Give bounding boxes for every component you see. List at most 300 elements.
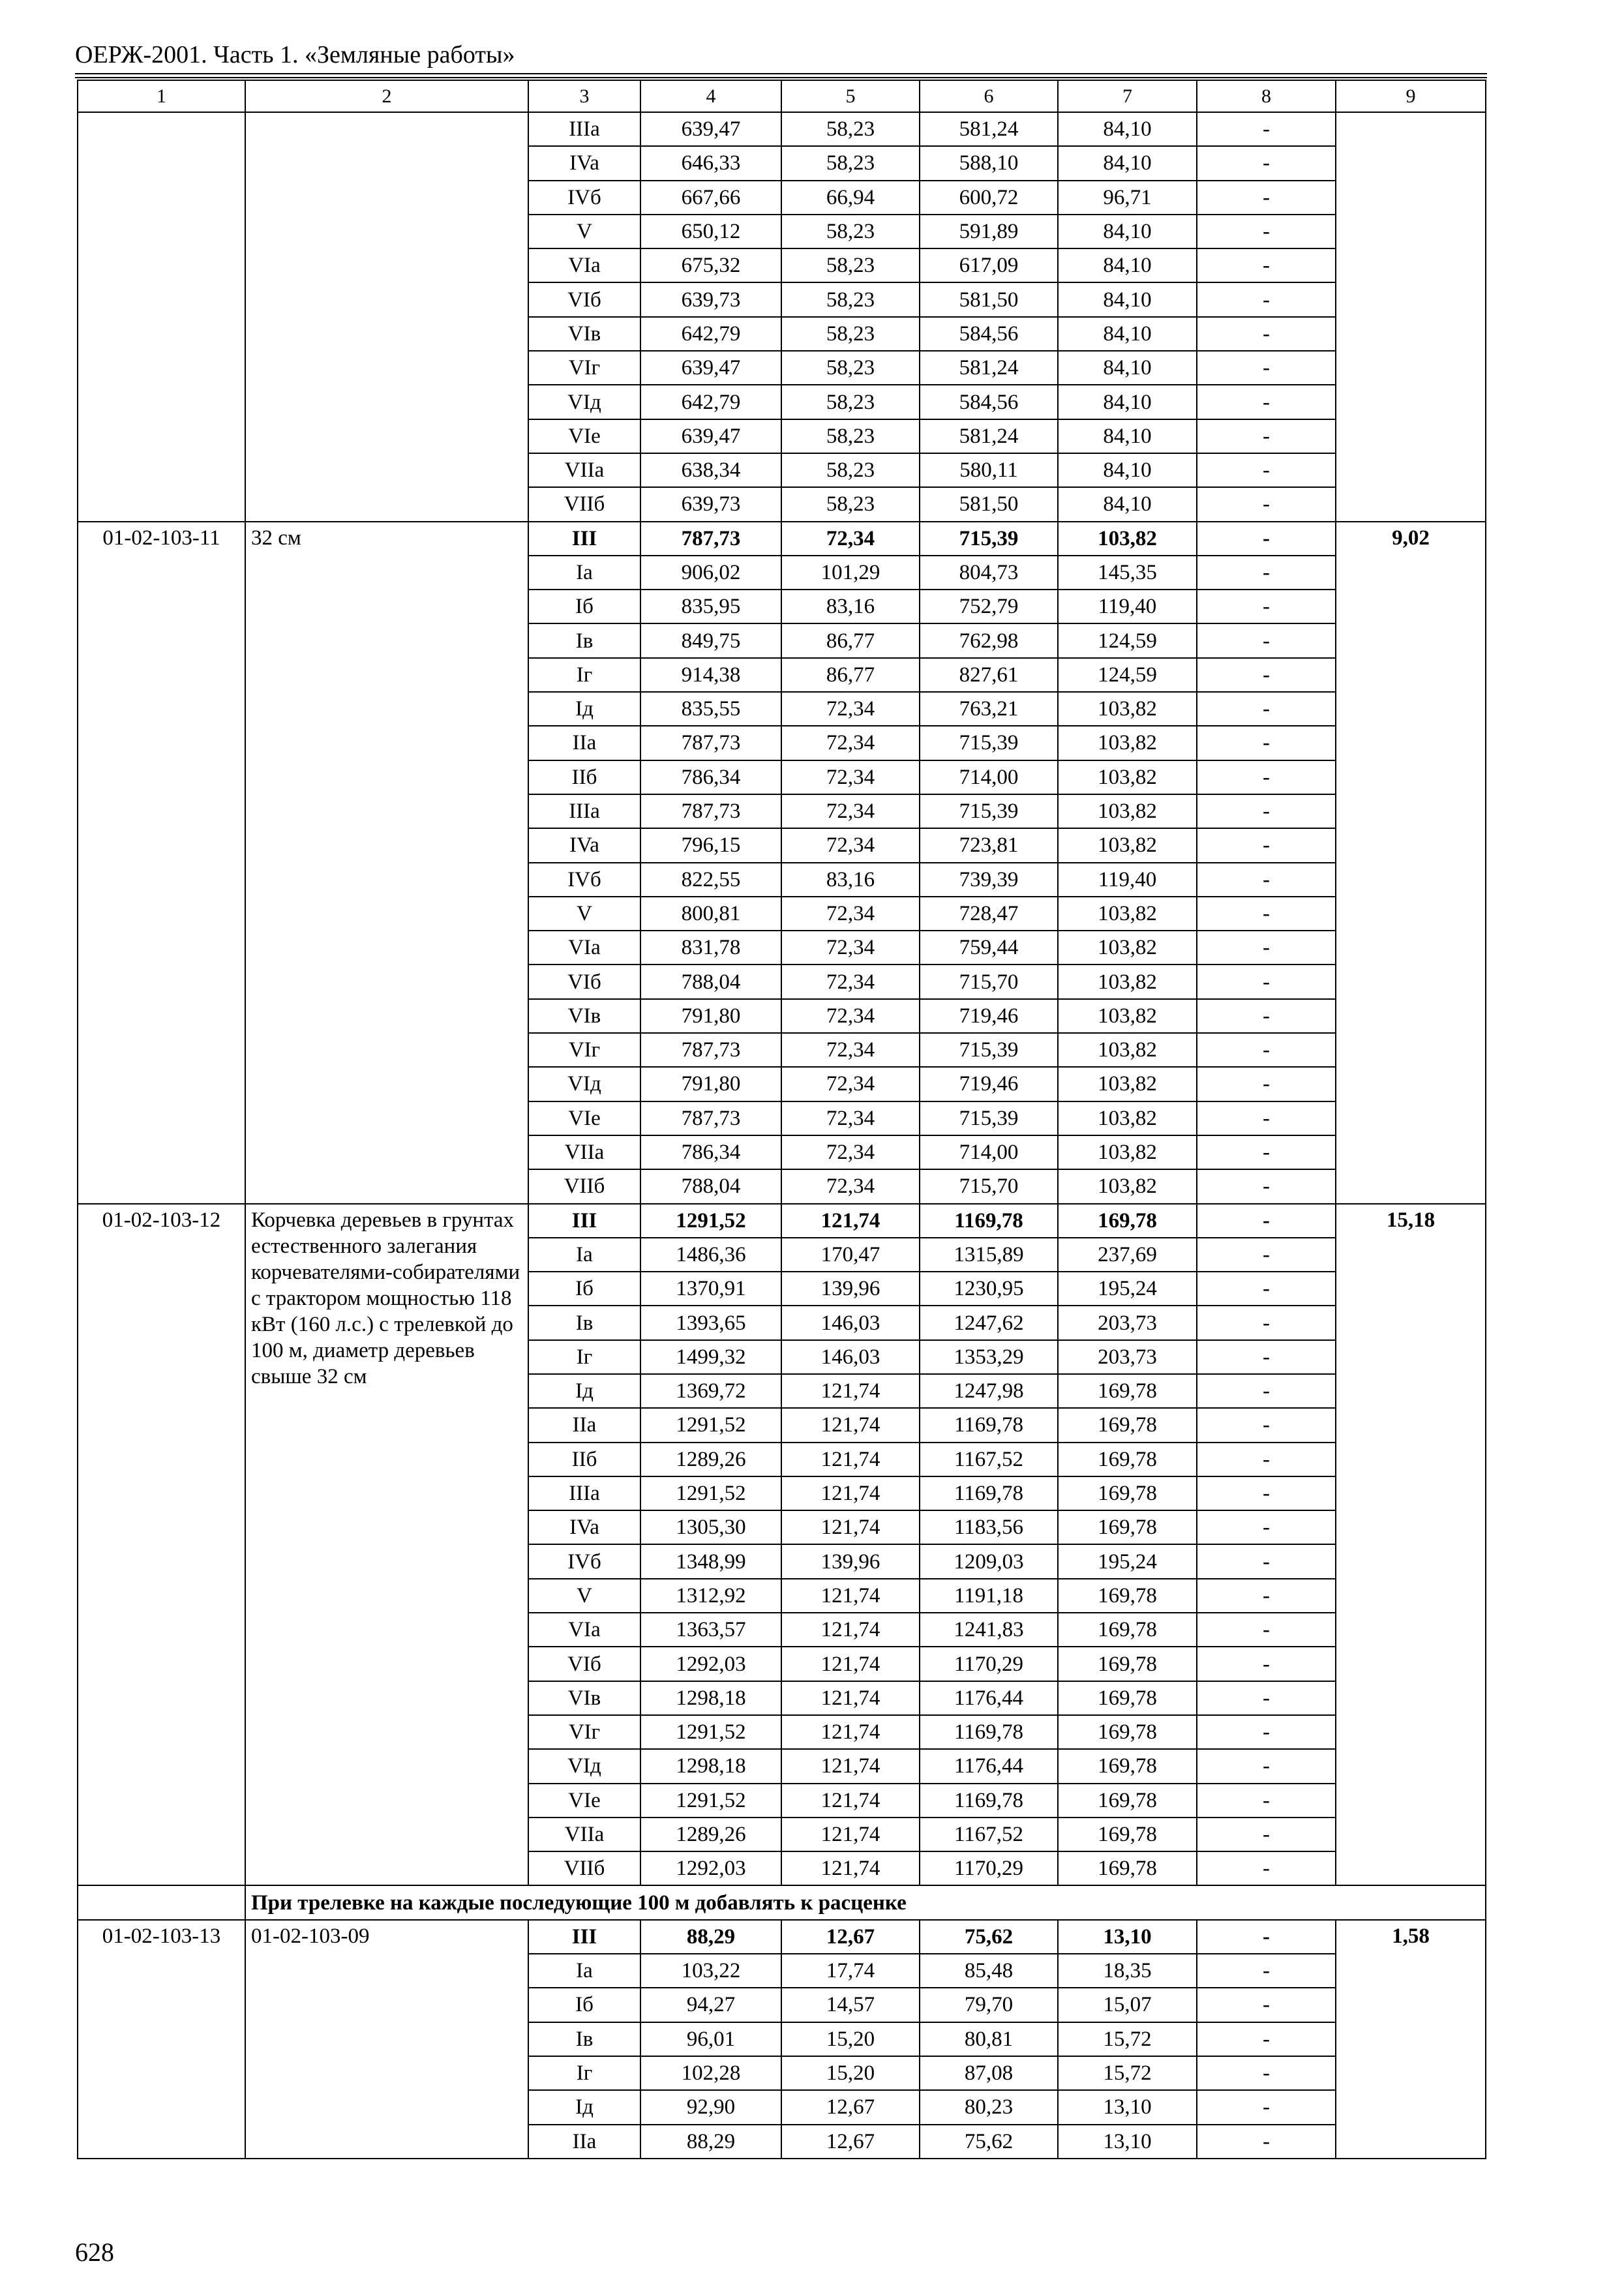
total-cost: 1289,26: [640, 1443, 781, 1476]
machine-cost: 1169,78: [920, 1784, 1058, 1818]
column-number: 5: [781, 80, 920, 112]
machine-cost: 827,61: [920, 658, 1058, 692]
total-cost: 1298,18: [640, 1749, 781, 1783]
zone-code: VIa: [528, 931, 640, 965]
operator-wages: 103,82: [1058, 828, 1197, 862]
wages: 72,34: [781, 726, 920, 760]
machine-cost: 752,79: [920, 590, 1058, 623]
total-cost: 787,73: [640, 1101, 781, 1135]
total-cost: 1291,52: [640, 1476, 781, 1510]
wages: 15,20: [781, 2022, 920, 2056]
wages: 121,74: [781, 1818, 920, 1851]
zone-code: IVб: [528, 1544, 640, 1578]
total-cost: 646,33: [640, 146, 781, 180]
total-cost: 787,73: [640, 522, 781, 556]
materials-cost: -: [1197, 863, 1336, 897]
operator-wages: 169,78: [1058, 1204, 1197, 1238]
total-cost: 1370,91: [640, 1272, 781, 1306]
wages: 72,34: [781, 760, 920, 794]
total-cost: 94,27: [640, 1988, 781, 2022]
operator-wages: 15,72: [1058, 2022, 1197, 2056]
zone-code: Iг: [528, 658, 640, 692]
operator-wages: 203,73: [1058, 1340, 1197, 1374]
total-cost: 675,32: [640, 248, 781, 282]
wages: 139,96: [781, 1544, 920, 1578]
zone-code: VIд: [528, 1749, 640, 1783]
total-cost: 102,28: [640, 2056, 781, 2090]
machine-cost: 85,48: [920, 1954, 1058, 1988]
total-cost: 1289,26: [640, 1818, 781, 1851]
wages: 72,34: [781, 692, 920, 726]
total-cost: 822,55: [640, 863, 781, 897]
machine-cost: 600,72: [920, 181, 1058, 215]
wages: 66,94: [781, 181, 920, 215]
operator-wages: 84,10: [1058, 351, 1197, 385]
wages: 12,67: [781, 1920, 920, 1954]
materials-cost: -: [1197, 1579, 1336, 1613]
total-cost: 787,73: [640, 1033, 781, 1067]
zone-code: Ia: [528, 556, 640, 590]
operator-wages: 169,78: [1058, 1715, 1197, 1749]
zone-code: V: [528, 1579, 640, 1613]
column-number: 6: [920, 80, 1058, 112]
table-row: [78, 112, 1486, 146]
materials-cost: -: [1197, 1544, 1336, 1578]
table-row: [78, 1920, 1486, 1954]
total-cost: 639,47: [640, 112, 781, 146]
operator-wages: 13,10: [1058, 2090, 1197, 2124]
wages: 121,74: [781, 1476, 920, 1510]
zone-code: VIб: [528, 1647, 640, 1681]
labor-hours: [1336, 112, 1486, 522]
zone-code: VIе: [528, 1784, 640, 1818]
zone-code: VIг: [528, 351, 640, 385]
wages: 17,74: [781, 1954, 920, 1988]
wages: 72,34: [781, 965, 920, 998]
operator-wages: 84,10: [1058, 282, 1197, 316]
materials-cost: -: [1197, 1715, 1336, 1749]
operator-wages: 103,82: [1058, 1101, 1197, 1135]
zone-code: Ia: [528, 1954, 640, 1988]
rate-description: Корчевка деревьев в грунтах естественного залегания корчевателями-собирателями с трактором мощностью 118 кВт (160 л.с.) с трелевкой до 100 м, диаметр деревьев свыше 32 см: [245, 1204, 528, 1886]
operator-wages: 103,82: [1058, 1067, 1197, 1101]
materials-cost: -: [1197, 215, 1336, 248]
zone-code: VIIa: [528, 1818, 640, 1851]
total-cost: 638,34: [640, 453, 781, 487]
rate-description: 01-02-103-09: [245, 1920, 528, 2159]
operator-wages: 84,10: [1058, 215, 1197, 248]
wages: 72,34: [781, 931, 920, 965]
operator-wages: 84,10: [1058, 317, 1197, 351]
total-cost: 906,02: [640, 556, 781, 590]
zone-code: VIIa: [528, 1135, 640, 1169]
machine-cost: 1170,29: [920, 1647, 1058, 1681]
materials-cost: -: [1197, 931, 1336, 965]
materials-cost: -: [1197, 317, 1336, 351]
materials-cost: -: [1197, 487, 1336, 521]
machine-cost: 714,00: [920, 1135, 1058, 1169]
wages: 12,67: [781, 2125, 920, 2159]
total-cost: 88,29: [640, 1920, 781, 1954]
zone-code: VIa: [528, 1613, 640, 1647]
operator-wages: 103,82: [1058, 999, 1197, 1033]
machine-cost: 715,70: [920, 965, 1058, 998]
wages: 58,23: [781, 419, 920, 453]
wages: 121,74: [781, 1647, 920, 1681]
zone-code: Iб: [528, 590, 640, 623]
materials-cost: -: [1197, 2022, 1336, 2056]
zone-code: VIе: [528, 1101, 640, 1135]
machine-cost: 1315,89: [920, 1238, 1058, 1272]
total-cost: 796,15: [640, 828, 781, 862]
operator-wages: 15,72: [1058, 2056, 1197, 2090]
machine-cost: 715,39: [920, 794, 1058, 828]
zone-code: Iв: [528, 1306, 640, 1339]
wages: 86,77: [781, 623, 920, 657]
zone-code: VIв: [528, 1681, 640, 1715]
zone-code: Iд: [528, 2090, 640, 2124]
zone-code: VIг: [528, 1715, 640, 1749]
operator-wages: 169,78: [1058, 1408, 1197, 1442]
wages: 121,74: [781, 1374, 920, 1408]
total-cost: 103,22: [640, 1954, 781, 1988]
machine-cost: 584,56: [920, 317, 1058, 351]
operator-wages: 169,78: [1058, 1749, 1197, 1783]
operator-wages: 84,10: [1058, 112, 1197, 146]
labor-hours: 15,18: [1336, 1204, 1486, 1886]
materials-cost: -: [1197, 248, 1336, 282]
materials-cost: -: [1197, 1204, 1336, 1238]
total-cost: 800,81: [640, 897, 781, 931]
materials-cost: -: [1197, 590, 1336, 623]
machine-cost: 715,39: [920, 1033, 1058, 1067]
materials-cost: -: [1197, 1033, 1336, 1067]
wages: 121,74: [781, 1613, 920, 1647]
labor-hours: 1,58: [1336, 1920, 1486, 2159]
wages: 15,20: [781, 2056, 920, 2090]
operator-wages: 169,78: [1058, 1784, 1197, 1818]
zone-code: VIIб: [528, 1851, 640, 1885]
page-header-title: ОЕРЖ-2001. Часть 1. «Земляные работы»: [75, 41, 515, 68]
column-number-row: [78, 80, 1486, 112]
machine-cost: 715,39: [920, 522, 1058, 556]
wages: 83,16: [781, 590, 920, 623]
machine-cost: 714,00: [920, 760, 1058, 794]
operator-wages: 169,78: [1058, 1647, 1197, 1681]
materials-cost: -: [1197, 1681, 1336, 1715]
materials-cost: -: [1197, 2090, 1336, 2124]
materials-cost: -: [1197, 181, 1336, 215]
materials-cost: -: [1197, 1408, 1336, 1442]
wages: 170,47: [781, 1238, 920, 1272]
materials-cost: -: [1197, 1920, 1336, 1954]
machine-cost: 588,10: [920, 146, 1058, 180]
total-cost: 786,34: [640, 1135, 781, 1169]
operator-wages: 145,35: [1058, 556, 1197, 590]
total-cost: 1291,52: [640, 1784, 781, 1818]
zone-code: VIг: [528, 1033, 640, 1067]
materials-cost: -: [1197, 1272, 1336, 1306]
operator-wages: 124,59: [1058, 623, 1197, 657]
zone-code: Iд: [528, 692, 640, 726]
machine-cost: 581,50: [920, 487, 1058, 521]
column-number: 1: [78, 80, 245, 112]
total-cost: 849,75: [640, 623, 781, 657]
total-cost: 791,80: [640, 999, 781, 1033]
operator-wages: 13,10: [1058, 1920, 1197, 1954]
machine-cost: 804,73: [920, 556, 1058, 590]
materials-cost: -: [1197, 1374, 1336, 1408]
wages: 58,23: [781, 351, 920, 385]
total-cost: 1499,32: [640, 1340, 781, 1374]
column-number: 7: [1058, 80, 1197, 112]
wages: 121,74: [781, 1749, 920, 1783]
materials-cost: -: [1197, 1306, 1336, 1339]
zone-code: Ia: [528, 1238, 640, 1272]
total-cost: 650,12: [640, 215, 781, 248]
operator-wages: 119,40: [1058, 863, 1197, 897]
total-cost: 786,34: [640, 760, 781, 794]
rate-code: 01-02-103-11: [78, 522, 245, 1204]
materials-cost: -: [1197, 897, 1336, 931]
materials-cost: -: [1197, 1988, 1336, 2022]
materials-cost: -: [1197, 2056, 1336, 2090]
wages: 72,34: [781, 1135, 920, 1169]
machine-cost: 759,44: [920, 931, 1058, 965]
machine-cost: 1167,52: [920, 1818, 1058, 1851]
operator-wages: 103,82: [1058, 1033, 1197, 1067]
materials-cost: -: [1197, 965, 1336, 998]
zone-code: IIб: [528, 1443, 640, 1476]
machine-cost: 1169,78: [920, 1715, 1058, 1749]
materials-cost: -: [1197, 2125, 1336, 2159]
wages: 58,23: [781, 112, 920, 146]
zone-code: Iд: [528, 1374, 640, 1408]
operator-wages: 84,10: [1058, 453, 1197, 487]
column-number: 9: [1336, 80, 1486, 112]
machine-cost: 739,39: [920, 863, 1058, 897]
machine-cost: 1183,56: [920, 1510, 1058, 1544]
zone-code: VIIб: [528, 487, 640, 521]
header-rule-bottom: [75, 77, 1487, 78]
wages: 12,67: [781, 2090, 920, 2124]
zone-code: VIб: [528, 965, 640, 998]
total-cost: 642,79: [640, 317, 781, 351]
column-number: 8: [1197, 80, 1336, 112]
materials-cost: -: [1197, 1101, 1336, 1135]
total-cost: 1363,57: [640, 1613, 781, 1647]
rate-code: 01-02-103-13: [78, 1920, 245, 2159]
wages: 72,34: [781, 999, 920, 1033]
machine-cost: 617,09: [920, 248, 1058, 282]
total-cost: 787,73: [640, 794, 781, 828]
materials-cost: -: [1197, 556, 1336, 590]
total-cost: 667,66: [640, 181, 781, 215]
wages: 121,74: [781, 1715, 920, 1749]
machine-cost: 715,39: [920, 1101, 1058, 1135]
operator-wages: 169,78: [1058, 1818, 1197, 1851]
machine-cost: 581,24: [920, 112, 1058, 146]
materials-cost: -: [1197, 828, 1336, 862]
machine-cost: 728,47: [920, 897, 1058, 931]
total-cost: 914,38: [640, 658, 781, 692]
rates-table-body: [78, 80, 1486, 2159]
machine-cost: 80,23: [920, 2090, 1058, 2124]
zone-code: IVб: [528, 181, 640, 215]
operator-wages: 15,07: [1058, 1988, 1197, 2022]
wages: 58,23: [781, 248, 920, 282]
machine-cost: 719,46: [920, 1067, 1058, 1101]
operator-wages: 13,10: [1058, 2125, 1197, 2159]
wages: 72,34: [781, 794, 920, 828]
zone-code: Iб: [528, 1988, 640, 2022]
machine-cost: 723,81: [920, 828, 1058, 862]
machine-cost: 763,21: [920, 692, 1058, 726]
machine-cost: 1176,44: [920, 1749, 1058, 1783]
wages: 58,23: [781, 385, 920, 419]
operator-wages: 203,73: [1058, 1306, 1197, 1339]
total-cost: 639,47: [640, 419, 781, 453]
wages: 58,23: [781, 215, 920, 248]
operator-wages: 169,78: [1058, 1510, 1197, 1544]
total-cost: 1305,30: [640, 1510, 781, 1544]
machine-cost: 584,56: [920, 385, 1058, 419]
total-cost: 1292,03: [640, 1851, 781, 1885]
machine-cost: 1247,62: [920, 1306, 1058, 1339]
materials-cost: -: [1197, 385, 1336, 419]
materials-cost: -: [1197, 112, 1336, 146]
page-number: 628: [75, 2237, 114, 2267]
column-number: 2: [245, 80, 528, 112]
wages: 121,74: [781, 1204, 920, 1238]
wages: 146,03: [781, 1306, 920, 1339]
materials-cost: -: [1197, 1954, 1336, 1988]
operator-wages: 169,78: [1058, 1476, 1197, 1510]
materials-cost: -: [1197, 623, 1336, 657]
materials-cost: -: [1197, 1613, 1336, 1647]
machine-cost: 80,81: [920, 2022, 1058, 2056]
total-cost: 788,04: [640, 1169, 781, 1203]
zone-code: VIв: [528, 999, 640, 1033]
column-number: 4: [640, 80, 781, 112]
operator-wages: 103,82: [1058, 692, 1197, 726]
wages: 121,74: [781, 1579, 920, 1613]
machine-cost: 762,98: [920, 623, 1058, 657]
wages: 72,34: [781, 1101, 920, 1135]
zone-code: Iв: [528, 623, 640, 657]
wages: 121,74: [781, 1408, 920, 1442]
zone-code: IIб: [528, 760, 640, 794]
operator-wages: 84,10: [1058, 248, 1197, 282]
wages: 121,74: [781, 1681, 920, 1715]
materials-cost: -: [1197, 726, 1336, 760]
note-blank-cell: [78, 1885, 245, 1919]
zone-code: Iг: [528, 2056, 640, 2090]
operator-wages: 124,59: [1058, 658, 1197, 692]
materials-cost: -: [1197, 1476, 1336, 1510]
wages: 72,34: [781, 1067, 920, 1101]
total-cost: 639,47: [640, 351, 781, 385]
note-row: [78, 1885, 1486, 1919]
machine-cost: 1230,95: [920, 1272, 1058, 1306]
operator-wages: 195,24: [1058, 1272, 1197, 1306]
total-cost: 1291,52: [640, 1204, 781, 1238]
materials-cost: -: [1197, 692, 1336, 726]
wages: 72,34: [781, 1033, 920, 1067]
materials-cost: -: [1197, 794, 1336, 828]
zone-code: VIб: [528, 282, 640, 316]
total-cost: 1291,52: [640, 1408, 781, 1442]
materials-cost: -: [1197, 1135, 1336, 1169]
zone-code: VIв: [528, 317, 640, 351]
machine-cost: 581,24: [920, 351, 1058, 385]
table-row: [78, 1204, 1486, 1238]
operator-wages: 103,82: [1058, 965, 1197, 998]
rate-description: [245, 112, 528, 522]
total-cost: 639,73: [640, 487, 781, 521]
zone-code: IIIa: [528, 1476, 640, 1510]
materials-cost: -: [1197, 999, 1336, 1033]
total-cost: 791,80: [640, 1067, 781, 1101]
total-cost: 1393,65: [640, 1306, 781, 1339]
wages: 72,34: [781, 897, 920, 931]
wages: 86,77: [781, 658, 920, 692]
zone-code: IVa: [528, 146, 640, 180]
materials-cost: -: [1197, 658, 1336, 692]
zone-code: IIa: [528, 2125, 640, 2159]
machine-cost: 1176,44: [920, 1681, 1058, 1715]
materials-cost: -: [1197, 1238, 1336, 1272]
wages: 121,74: [781, 1851, 920, 1885]
materials-cost: -: [1197, 1818, 1336, 1851]
materials-cost: -: [1197, 1784, 1336, 1818]
total-cost: 788,04: [640, 965, 781, 998]
machine-cost: 1353,29: [920, 1340, 1058, 1374]
operator-wages: 103,82: [1058, 1169, 1197, 1203]
operator-wages: 169,78: [1058, 1613, 1197, 1647]
total-cost: 1312,92: [640, 1579, 781, 1613]
operator-wages: 103,82: [1058, 760, 1197, 794]
total-cost: 639,73: [640, 282, 781, 316]
operator-wages: 103,82: [1058, 522, 1197, 556]
wages: 14,57: [781, 1988, 920, 2022]
labor-hours: 9,02: [1336, 522, 1486, 1204]
operator-wages: 84,10: [1058, 385, 1197, 419]
operator-wages: 169,78: [1058, 1851, 1197, 1885]
zone-code: V: [528, 897, 640, 931]
operator-wages: 169,78: [1058, 1374, 1197, 1408]
table-row: [78, 522, 1486, 556]
operator-wages: 103,82: [1058, 794, 1197, 828]
total-cost: 1486,36: [640, 1238, 781, 1272]
machine-cost: 581,24: [920, 419, 1058, 453]
operator-wages: 195,24: [1058, 1544, 1197, 1578]
materials-cost: -: [1197, 1340, 1336, 1374]
machine-cost: 719,46: [920, 999, 1058, 1033]
total-cost: 1348,99: [640, 1544, 781, 1578]
rate-code: [78, 112, 245, 522]
zone-code: VIе: [528, 419, 640, 453]
machine-cost: 79,70: [920, 1988, 1058, 2022]
machine-cost: 1170,29: [920, 1851, 1058, 1885]
wages: 146,03: [781, 1340, 920, 1374]
total-cost: 642,79: [640, 385, 781, 419]
machine-cost: 581,50: [920, 282, 1058, 316]
operator-wages: 84,10: [1058, 487, 1197, 521]
materials-cost: -: [1197, 453, 1336, 487]
wages: 121,74: [781, 1443, 920, 1476]
materials-cost: -: [1197, 1851, 1336, 1885]
